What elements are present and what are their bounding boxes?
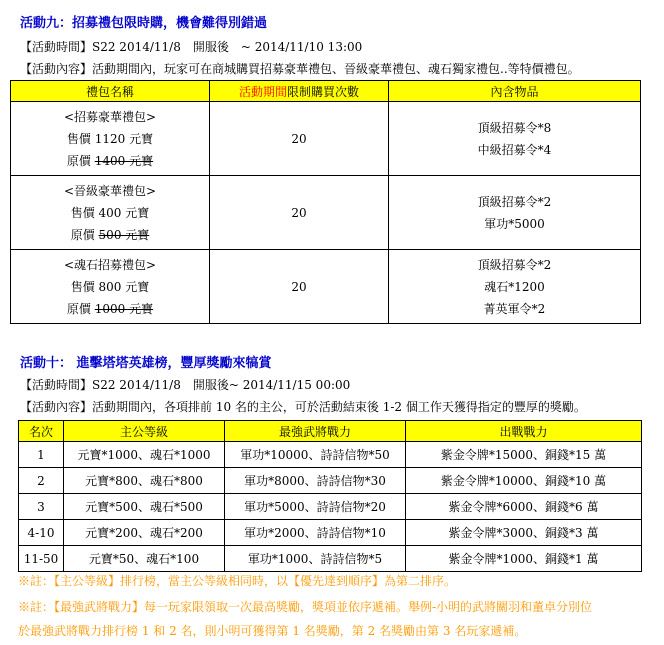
header-battle-power: 出戰戰力: [406, 421, 642, 442]
rank-cell: 11-50: [19, 546, 64, 572]
table-row: [19, 520, 642, 546]
package-price: 售價 400 元寶: [70, 205, 150, 220]
package-price: 售價 1120 元寶: [66, 131, 154, 146]
table-row: [19, 546, 642, 572]
level-reward-cell: 元寶*800、魂石*800: [64, 468, 225, 494]
power-reward-cell: 軍功*10000、詩詩信物*50: [225, 442, 406, 468]
rank-cell: 1: [19, 442, 64, 468]
package-original-price: 原價 1400 元寶: [66, 153, 154, 168]
power-reward-cell: 軍功*5000、詩詩信物*20: [225, 494, 406, 520]
rank-cell: 2: [19, 468, 64, 494]
power-reward-cell: 軍功*8000、詩詩信物*30: [225, 468, 406, 494]
item: 頂級招募令*2: [477, 194, 552, 209]
header-purchase-limit: [210, 81, 389, 102]
item: 菁英軍令*2: [483, 301, 546, 316]
purchase-limit: 20: [210, 250, 389, 324]
items-cell: [389, 102, 641, 176]
activity10-table: [18, 420, 642, 572]
activity9-time: 【活動時間】S22 2014/11/8 開服後 ~ 2014/11/10 13:00: [20, 40, 363, 54]
activity9-content: 【活動內容】活動期間內，玩家可在商城購買招募豪華禮包、晉級豪華禮包、魂石獨家禮包..等特價禮包。: [20, 62, 580, 76]
package-name: <魂石招募禮包>: [63, 257, 157, 272]
header-rank: 名次: [19, 421, 64, 442]
rank-cell: 4-10: [19, 520, 64, 546]
purchase-limit: 20: [210, 102, 389, 176]
header-limit-red-text: 活動期間: [238, 84, 287, 99]
package-name: <晉級豪華禮包>: [63, 183, 157, 198]
table-header-row: [19, 421, 642, 442]
item: 中級招募令*4: [477, 142, 552, 157]
activity9-title: 活動九：招募禮包限時購，機會難得別錯過: [20, 16, 268, 31]
note-strongest-general-cont: 於最強武將戰力排行榜 1 和 2 名，則小明可獲得第 1 名獎勵，第 2 名獎勵由第 3 名玩家遞補。: [18, 624, 527, 638]
item: 魂石*1200: [484, 279, 545, 294]
item: 軍功*5000: [484, 216, 545, 231]
battle-reward-cell: 紫金令牌*10000、銅錢*10 萬: [406, 468, 642, 494]
table-header-row: [11, 81, 641, 102]
activity9-table: [10, 80, 641, 324]
table-row: [11, 176, 641, 250]
item: 頂級招募令*8: [477, 120, 552, 135]
table-row: [19, 494, 642, 520]
package-cell: [11, 250, 210, 324]
level-reward-cell: 元寶*50、魂石*100: [64, 546, 225, 572]
header-strongest-general: 最強武將戰力: [225, 421, 406, 442]
header-included-items: 內含物品: [389, 81, 641, 102]
package-cell: [11, 102, 210, 176]
level-reward-cell: 元寶*200、魂石*200: [64, 520, 225, 546]
items-cell: [389, 176, 641, 250]
table-row: [19, 442, 642, 468]
battle-reward-cell: 紫金令牌*1000、銅錢*1 萬: [406, 546, 642, 572]
package-original-price: 原價 500 元寶: [70, 227, 150, 242]
activity10-title: 活動十： 進擊塔塔英雄榜，豐厚獎勵來犒賞: [20, 356, 272, 371]
header-limit-text: 限制購買次數: [287, 84, 360, 99]
struck-price: 500 元寶: [98, 227, 150, 242]
table-row: [11, 250, 641, 324]
power-reward-cell: 軍功*1000、詩詩信物*5: [225, 546, 406, 572]
item: 頂級招募令*2: [477, 257, 552, 272]
package-name: <招募豪華禮包>: [63, 109, 157, 124]
struck-price: 1400 元寶: [94, 153, 154, 168]
note-strongest-general: ※註：【最強武將戰力】每一玩家限領取一次最高獎勵，獎項並依序遞補。舉例-小明的武將關羽和董卓分別位: [18, 600, 593, 614]
package-cell: [11, 176, 210, 250]
struck-price: 1000 元寶: [94, 301, 154, 316]
battle-reward-cell: 紫金令牌*15000、銅錢*15 萬: [406, 442, 642, 468]
package-price: 售價 800 元寶: [70, 279, 150, 294]
header-package-name: 禮包名稱: [11, 81, 210, 102]
level-reward-cell: 元寶*500、魂石*500: [64, 494, 225, 520]
table-row: [11, 102, 641, 176]
purchase-limit: 20: [210, 176, 389, 250]
note-lord-level: ※註：【主公等級】排行榜，當主公等級相同時，以【優先達到順序】為第二排序。: [18, 574, 457, 588]
power-reward-cell: 軍功*2000、詩詩信物*10: [225, 520, 406, 546]
activity10-time: 【活動時間】S22 2014/11/8 開服後~ 2014/11/15 00:00: [20, 378, 351, 392]
package-original-price: 原價 1000 元寶: [66, 301, 154, 316]
items-cell: [389, 250, 641, 324]
battle-reward-cell: 紫金令牌*6000、銅錢*6 萬: [406, 494, 642, 520]
activity10-content: 【活動內容】活動期間內，各項排前 10 名的主公，可於活動結束後 1-2 個工作天獲得指定的豐厚的獎勵。: [20, 400, 586, 414]
header-lord-level: 主公等級: [64, 421, 225, 442]
level-reward-cell: 元寶*1000、魂石*1000: [64, 442, 225, 468]
battle-reward-cell: 紫金令牌*3000、銅錢*3 萬: [406, 520, 642, 546]
table-row: [19, 468, 642, 494]
rank-cell: 3: [19, 494, 64, 520]
